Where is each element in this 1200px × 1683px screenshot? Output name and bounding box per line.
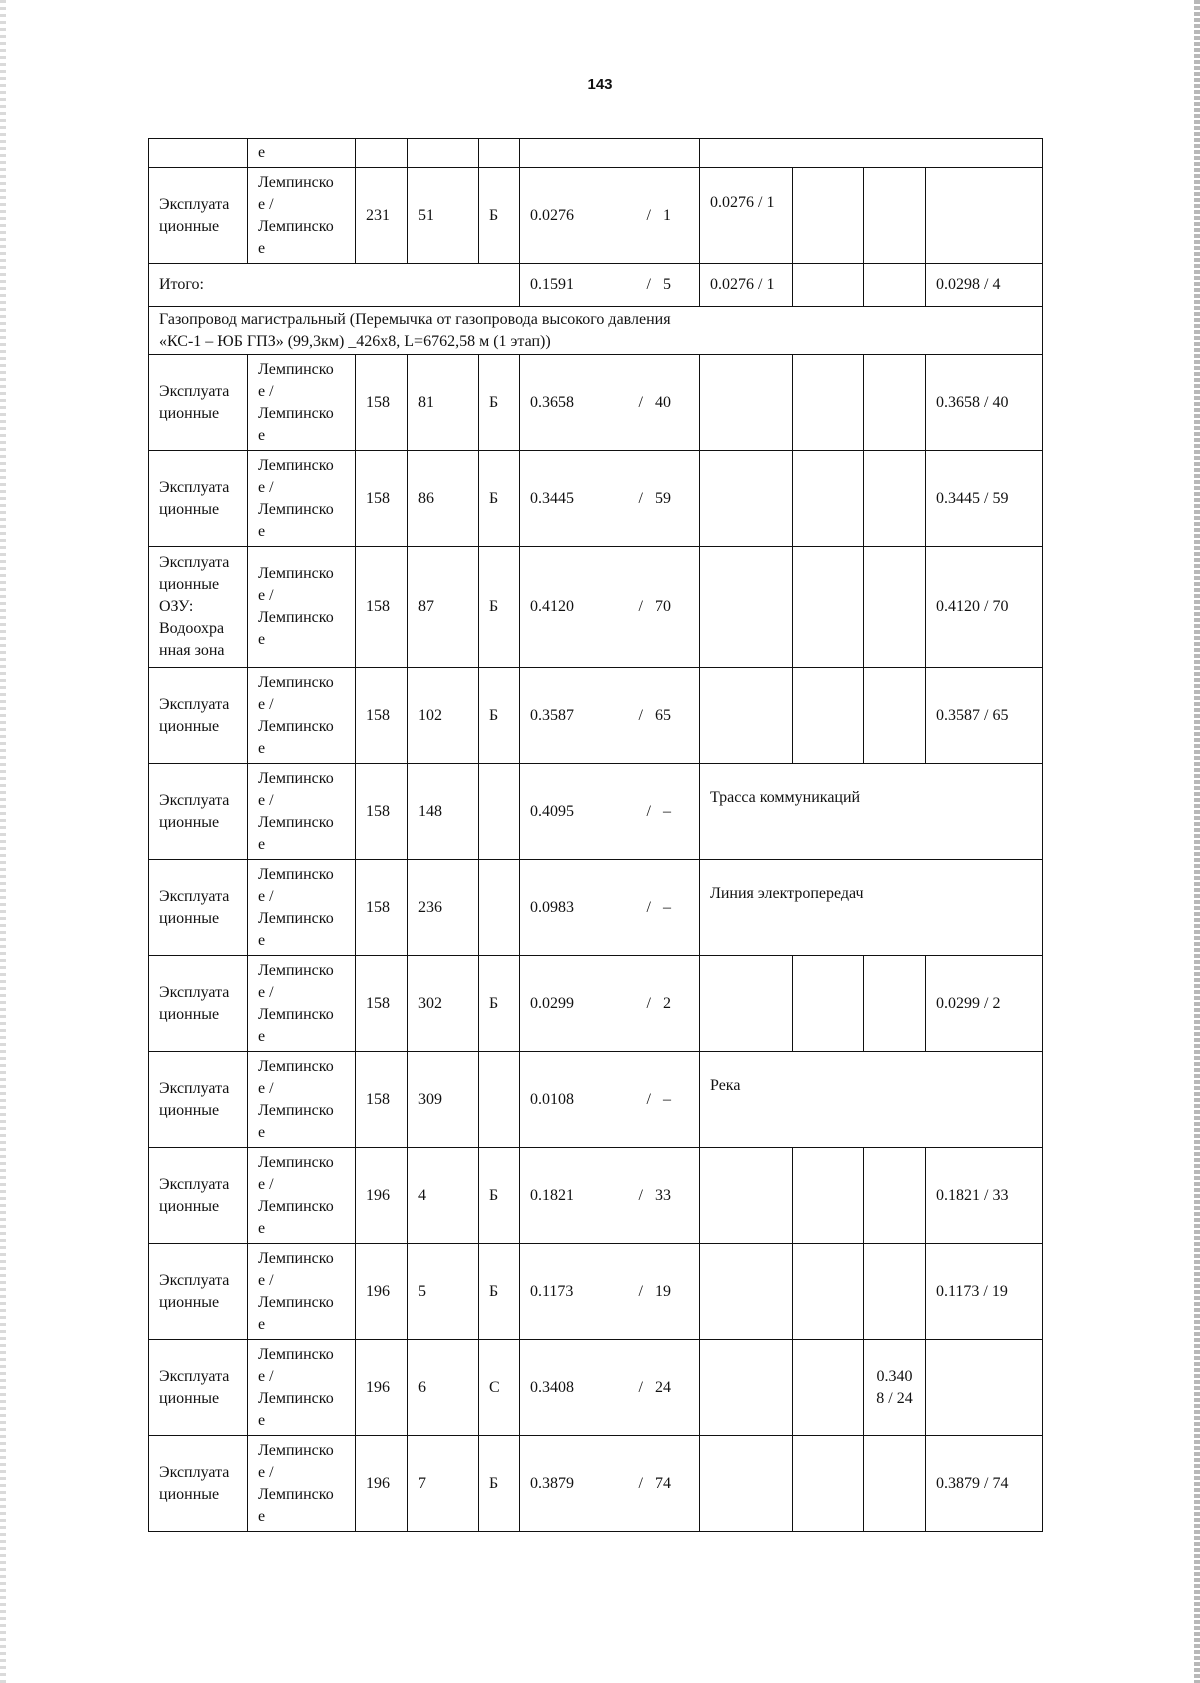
plot-cell: 81 [408, 355, 479, 451]
category-cell: Б [479, 355, 520, 451]
site-cell: Лемпинско е / Лемпинско е [248, 1244, 356, 1340]
type-cell: Эксплуата ционные [149, 860, 248, 956]
col8-cell: 0.340 8 / 24 [864, 1340, 926, 1436]
col7-cell [793, 1148, 864, 1244]
table-row [149, 451, 1043, 547]
block-cell: 231 [356, 168, 408, 264]
type-cell: Эксплуата ционные [149, 1052, 248, 1148]
type-cell: Эксплуата ционные ОЗУ: Водоохра нная зона [149, 547, 248, 668]
total-area-cell: 0.1591 / 5 [520, 264, 700, 307]
plot-cell: 236 [408, 860, 479, 956]
plot-cell: 102 [408, 668, 479, 764]
table-row [149, 764, 1043, 860]
table-row [149, 1148, 1043, 1244]
site-cell: Лемпинско е / Лемпинско е [248, 956, 356, 1052]
col9-cell: 0.3658 / 40 [926, 355, 1043, 451]
area-cell: 0.4095 / – [520, 764, 700, 860]
category-cell: Б [479, 451, 520, 547]
area-cell: 0.0299 / 2 [520, 956, 700, 1052]
plot-cell: 87 [408, 547, 479, 668]
col7-cell [793, 1244, 864, 1340]
col9-cell [926, 1340, 1043, 1436]
plot-cell: 4 [408, 1148, 479, 1244]
table-row [149, 168, 1043, 264]
col9-cell: 0.4120 / 70 [926, 547, 1043, 668]
type-cell: Эксплуата ционные [149, 1340, 248, 1436]
site-cell: Лемпинско е / Лемпинско е [248, 168, 356, 264]
category-cell: Б [479, 1148, 520, 1244]
block-cell: 158 [356, 860, 408, 956]
col6-cell [700, 1436, 793, 1532]
plot-cell: 6 [408, 1340, 479, 1436]
col8-cell [864, 547, 926, 668]
col6-cell [700, 1148, 793, 1244]
block-cell: 158 [356, 547, 408, 668]
col7-cell [793, 355, 864, 451]
site-cell: Лемпинско е / Лемпинско е [248, 547, 356, 668]
block-cell: 196 [356, 1340, 408, 1436]
section-header-row [149, 307, 1043, 355]
table-row [149, 1436, 1043, 1532]
col9-cell: 0.1173 / 19 [926, 1244, 1043, 1340]
plot-cell: 309 [408, 1052, 479, 1148]
site-cell: Лемпинско е / Лемпинско е [248, 451, 356, 547]
type-cell: Эксплуата ционные [149, 1148, 248, 1244]
block-cell: 158 [356, 355, 408, 451]
site-cell: Лемпинско е / Лемпинско е [248, 860, 356, 956]
site-cell: Лемпинско е / Лемпинско е [248, 1148, 356, 1244]
area-cell: 0.3879 / 74 [520, 1436, 700, 1532]
type-cell: Эксплуата ционные [149, 168, 248, 264]
site-cell: Лемпинско е / Лемпинско е [248, 1340, 356, 1436]
scan-edge-right [1194, 0, 1200, 1683]
area-cell: 0.3445 / 59 [520, 451, 700, 547]
block-cell: 196 [356, 1436, 408, 1532]
col9-cell: 0.3445 / 59 [926, 451, 1043, 547]
scan-edge-left [0, 0, 6, 1683]
category-cell: С [479, 1340, 520, 1436]
category-cell: Б [479, 1244, 520, 1340]
block-cell: 158 [356, 956, 408, 1052]
table-row [149, 139, 1043, 168]
col6-cell [700, 668, 793, 764]
plot-cell: 7 [408, 1436, 479, 1532]
col7-cell [793, 451, 864, 547]
type-cell: Эксплуата ционные [149, 1244, 248, 1340]
col8-cell [864, 1148, 926, 1244]
land-use-note: Река [700, 1052, 1043, 1148]
area-cell: 0.3658 / 40 [520, 355, 700, 451]
land-use-note: Линия электропередач [700, 860, 1043, 956]
table-row [149, 547, 1043, 668]
category-cell: Б [479, 547, 520, 668]
block-cell: 158 [356, 764, 408, 860]
type-cell: Эксплуата ционные [149, 764, 248, 860]
col6-cell [700, 1244, 793, 1340]
plot-cell: 86 [408, 451, 479, 547]
type-cell: Эксплуата ционные [149, 1436, 248, 1532]
block-cell: 158 [356, 451, 408, 547]
plot-cell: 51 [408, 168, 479, 264]
col7-cell [793, 956, 864, 1052]
section-title: Газопровод магистральный (Перемычка от газопровода высокого давления «КС-1 – ЮБ ГПЗ» (99,3км) _426х8, L=6762,58 м (1 этап)) [149, 307, 1043, 355]
col6-cell [700, 547, 793, 668]
area-cell: 0.4120 / 70 [520, 547, 700, 668]
category-cell [479, 764, 520, 860]
col7-cell [793, 1340, 864, 1436]
col6-cell [700, 956, 793, 1052]
area-cell: 0.3408 / 24 [520, 1340, 700, 1436]
site-cell: Лемпинско е / Лемпинско е [248, 1052, 356, 1148]
col7-cell [793, 668, 864, 764]
category-cell: Б [479, 1436, 520, 1532]
site-cell: Лемпинско е / Лемпинско е [248, 1436, 356, 1532]
col8-cell [864, 668, 926, 764]
total-col9: 0.0298 / 4 [926, 264, 1043, 307]
table-row [149, 1340, 1043, 1436]
block-cell: 196 [356, 1148, 408, 1244]
col9-cell: 0.1821 / 33 [926, 1148, 1043, 1244]
total-col6: 0.0276 / 1 [700, 264, 793, 307]
category-cell: Б [479, 168, 520, 264]
category-cell: Б [479, 956, 520, 1052]
col8-cell [864, 956, 926, 1052]
category-cell: Б [479, 668, 520, 764]
area-cell: 0.1173 / 19 [520, 1244, 700, 1340]
plot-cell: 5 [408, 1244, 479, 1340]
table-row [149, 860, 1043, 956]
col7-cell [793, 547, 864, 668]
col6-cell [700, 451, 793, 547]
site-cell: е [248, 139, 356, 168]
col8-cell [864, 451, 926, 547]
col6-cell: 0.0276 / 1 [700, 168, 793, 264]
type-cell: Эксплуата ционные [149, 668, 248, 764]
col8-cell [864, 1244, 926, 1340]
table-row [149, 1052, 1043, 1148]
category-cell [479, 1052, 520, 1148]
category-cell [479, 860, 520, 956]
col6-cell [700, 355, 793, 451]
area-cell: 0.0983 / – [520, 860, 700, 956]
col9-cell: 0.3879 / 74 [926, 1436, 1043, 1532]
table-row [149, 1244, 1043, 1340]
col9-cell: 0.0299 / 2 [926, 956, 1043, 1052]
total-row [149, 264, 1043, 307]
area-cell: 0.3587 / 65 [520, 668, 700, 764]
site-cell: Лемпинско е / Лемпинско е [248, 355, 356, 451]
area-cell: 0.0276 / 1 [520, 168, 700, 264]
land-plots-table [148, 138, 1043, 1532]
block-cell: 158 [356, 1052, 408, 1148]
land-use-note: Трасса коммуникаций [700, 764, 1043, 860]
col8-cell [864, 1436, 926, 1532]
type-cell: Эксплуата ционные [149, 451, 248, 547]
total-label: Итого: [149, 264, 520, 307]
table-row [149, 668, 1043, 764]
block-cell: 158 [356, 668, 408, 764]
site-cell: Лемпинско е / Лемпинско е [248, 764, 356, 860]
area-cell: 0.1821 / 33 [520, 1148, 700, 1244]
type-cell: Эксплуата ционные [149, 956, 248, 1052]
site-cell: Лемпинско е / Лемпинско е [248, 668, 356, 764]
col7-cell [793, 1436, 864, 1532]
plot-cell: 148 [408, 764, 479, 860]
table-row [149, 956, 1043, 1052]
col8-cell [864, 355, 926, 451]
col6-cell [700, 1340, 793, 1436]
page-number: 143 [587, 76, 613, 93]
col9-cell: 0.3587 / 65 [926, 668, 1043, 764]
type-cell: Эксплуата ционные [149, 355, 248, 451]
block-cell: 196 [356, 1244, 408, 1340]
area-cell: 0.0108 / – [520, 1052, 700, 1148]
plot-cell: 302 [408, 956, 479, 1052]
table-row [149, 355, 1043, 451]
